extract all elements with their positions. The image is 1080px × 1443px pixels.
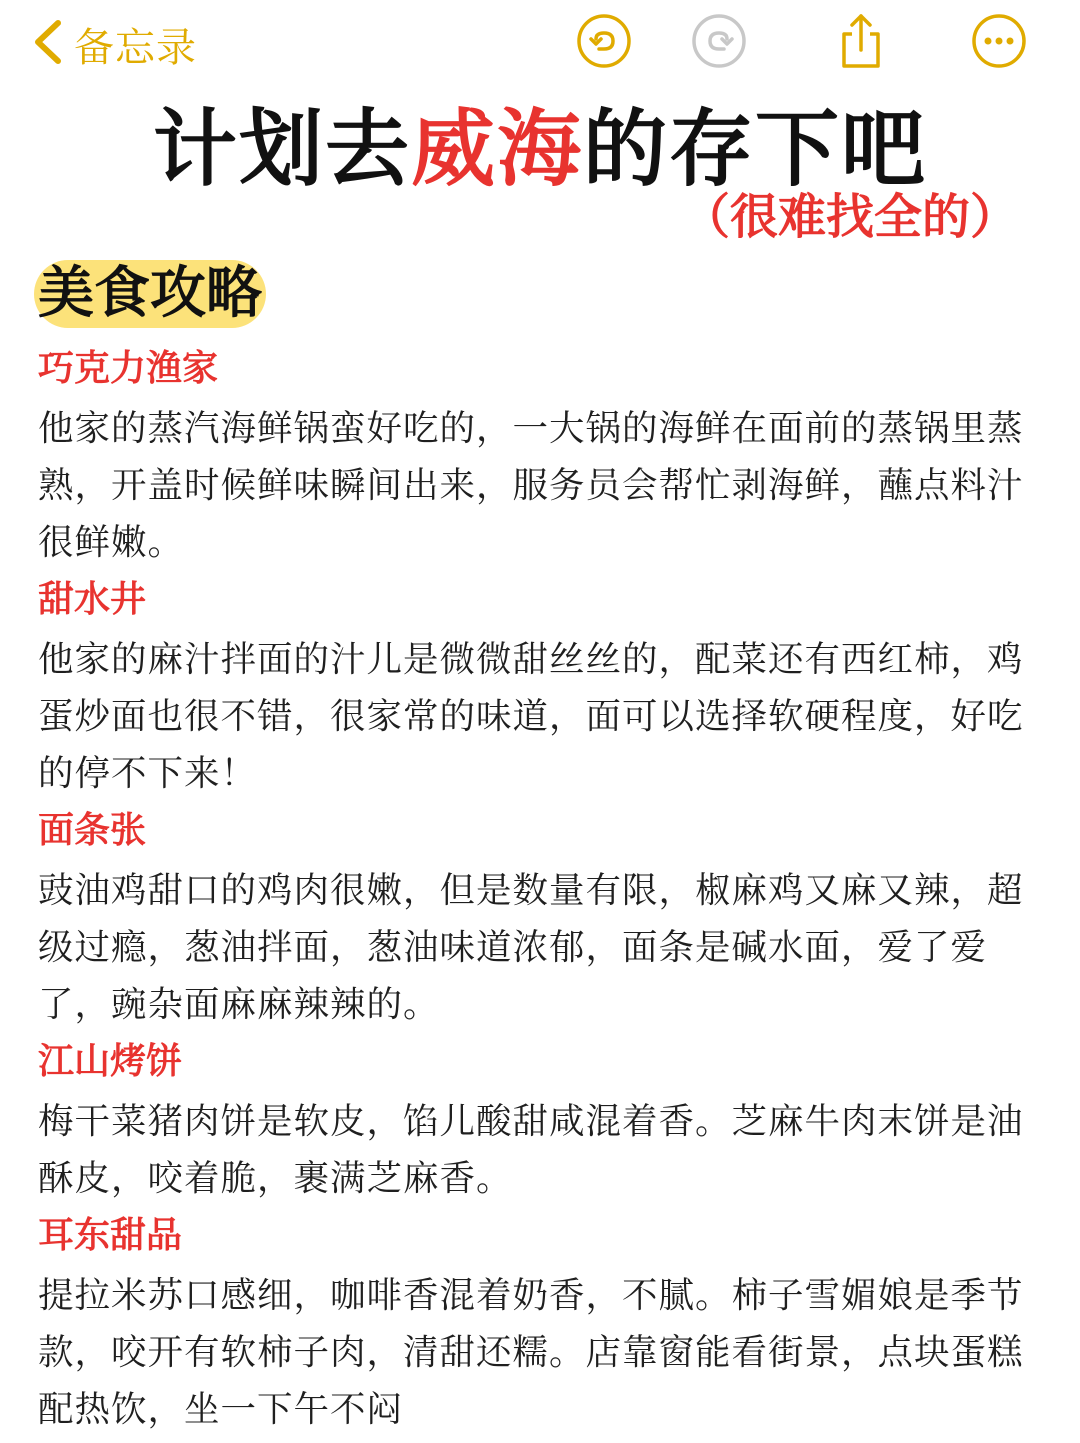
description-line: 了，豌杂面麻麻辣辣的。 xyxy=(38,984,440,1025)
restaurant-description xyxy=(38,631,1048,802)
description-line: 配热饮，坐一下午不闷 xyxy=(38,1389,404,1430)
restaurant-name: 耳东甜品 xyxy=(38,1215,183,1256)
description-line: 豉油鸡甜口的鸡肉很嫩，但是数量有限，椒麻鸡又麻又辣，超 xyxy=(38,870,1024,911)
subtitle: （很难找全的） xyxy=(681,189,1018,245)
description-line: 级过瘾，葱油拌面，葱油味道浓郁，面条是碱水面，爱了爱 xyxy=(38,927,988,968)
description-line: 很鲜嫩。 xyxy=(38,522,185,563)
more-icon[interactable] xyxy=(970,12,1028,70)
restaurant-description xyxy=(38,1267,1048,1438)
back-label: 备忘录 xyxy=(74,24,197,71)
back-button[interactable] xyxy=(30,16,197,72)
description-line: 酥皮，咬着脆，裹满芝麻香。 xyxy=(38,1158,513,1199)
description-line: 梅干菜猪肉饼是软皮，馅儿酸甜咸混着香。芝麻牛肉末饼是油 xyxy=(38,1101,1024,1142)
description-line: 的停不下来！ xyxy=(38,753,258,794)
title-prefix: 计划去 xyxy=(152,100,411,198)
description-line: 他家的麻汁拌面的汁儿是微微甜丝丝的，配菜还有西红柿，鸡 xyxy=(38,639,1024,680)
section-header xyxy=(34,256,262,332)
restaurant-description xyxy=(38,862,1048,1033)
title-suffix: 的存下吧 xyxy=(583,100,928,198)
description-line: 提拉米苏口感细，咖啡香混着奶香，不腻。柿子雪媚娘是季节 xyxy=(38,1275,1024,1316)
navigation-bar xyxy=(0,0,1080,90)
restaurant-description xyxy=(38,400,1048,571)
restaurant-name: 巧克力渔家 xyxy=(38,348,219,389)
redo-icon[interactable] xyxy=(690,12,748,70)
description-line: 熟，开盖时候鲜味瞬间出来，服务员会帮忙剥海鲜，蘸点料汁 xyxy=(38,465,1024,506)
restaurant-description xyxy=(38,1093,1048,1207)
title-highlight: 威海 xyxy=(410,100,583,198)
undo-icon[interactable] xyxy=(575,12,633,70)
restaurant-name: 甜水井 xyxy=(38,579,147,620)
note-body[interactable] xyxy=(38,340,1048,1438)
description-line: 他家的蒸汽海鲜锅蛮好吃的，一大锅的海鲜在面前的蒸锅里蒸 xyxy=(38,408,1024,449)
restaurant-name: 江山烤饼 xyxy=(38,1041,183,1082)
share-icon[interactable] xyxy=(832,12,890,70)
section-title: 美食攻略 xyxy=(38,261,262,326)
description-line: 蛋炒面也很不错，很家常的味道，面可以选择软硬程度，好吃 xyxy=(38,696,1024,737)
description-line: 款，咬开有软柿子肉，清甜还糯。店靠窗能看街景，点块蛋糕 xyxy=(38,1332,1024,1373)
chevron-left-icon xyxy=(30,19,64,69)
restaurant-name: 面条张 xyxy=(38,810,147,851)
